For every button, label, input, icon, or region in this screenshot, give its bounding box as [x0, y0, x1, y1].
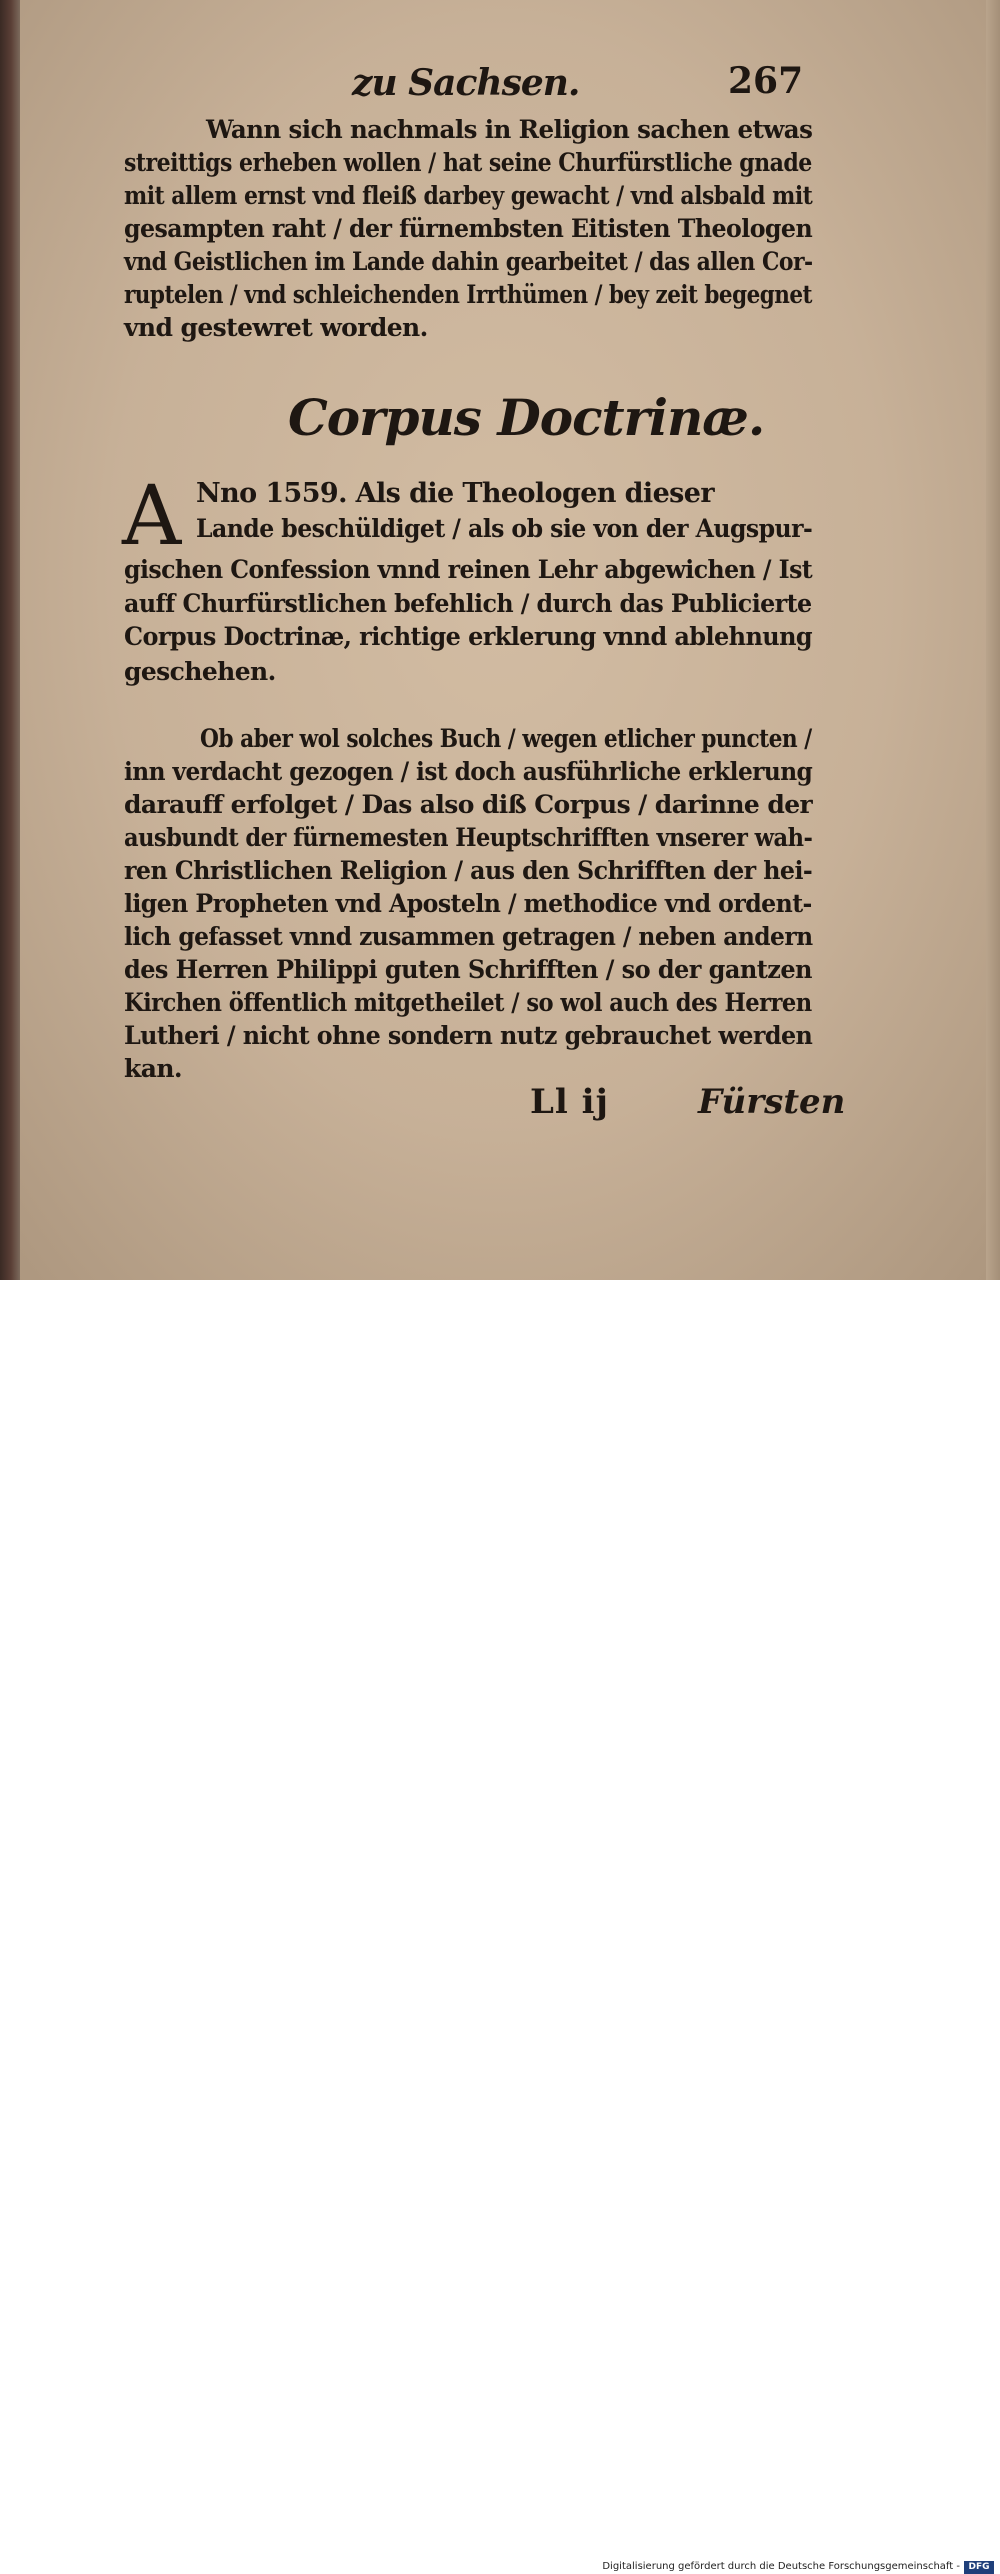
running-title: zu Sachsen.	[352, 62, 580, 104]
text-line: Wann sich nachmals in Religion sachen etwas	[206, 115, 813, 144]
text-line: ruptelen / vnd schleichenden Irrthümen / bey zeit begegnet	[124, 280, 812, 309]
dfg-logo-icon: DFG	[964, 2561, 994, 2574]
page-scan	[0, 0, 1000, 1280]
text-line: streittigs erheben wollen / hat seine Churfürstliche gnade	[124, 148, 812, 177]
text-line: ausbundt der fürnemesten Heuptschrifften vnserer wah-	[124, 823, 813, 852]
drop-cap: A	[122, 469, 182, 564]
text-line: Lutheri / nicht ohne sondern nutz gebrauchet werden	[124, 1021, 813, 1050]
text-line: Kirchen öffentlich mitgetheilet / so wol auch des Herren	[124, 988, 812, 1017]
text-line: Nno 1559. Als die Theologen dieser	[196, 478, 714, 509]
dfg-funding-note: Digitalisierung gefördert durch die Deutsche Forschungsgemeinschaft -	[602, 2561, 960, 2572]
text-line: vnd Geistlichen im Lande dahin gearbeitet / das allen Cor-	[124, 247, 813, 276]
section-heading: Corpus Doctrinæ.	[288, 388, 765, 447]
signature-mark: Ll ij	[530, 1082, 609, 1122]
text-line: ren Christlichen Religion / aus den Schrifften der hei-	[124, 856, 813, 885]
text-line: gischen Confession vnnd reinen Lehr abgewichen / Ist	[124, 555, 813, 584]
text-line: Ob aber wol solches Buch / wegen etlicher puncten /	[200, 724, 812, 753]
text-line: mit allem ernst vnd fleiß darbey gewacht / vnd alsbald mit	[124, 181, 813, 210]
text-line: Corpus Doctrinæ, richtige erklerung vnnd ablehnung	[124, 622, 813, 651]
page-text	[0, 0, 1000, 1280]
page-number: 267	[728, 60, 804, 102]
text-line: kan.	[124, 1054, 183, 1083]
text-line: darauff erfolget / Das also diß Corpus / darinne der	[124, 790, 813, 819]
dfg-banner	[0, 1280, 1000, 2572]
text-line: vnd gestewret worden.	[124, 313, 428, 342]
text-line: des Herren Philippi guten Schrifften / so der gantzen	[124, 955, 812, 984]
text-line: Lande beschüldiget / als ob sie von der Augspur-	[196, 514, 813, 543]
text-line: ligen Propheten vnd Aposteln / methodice vnd ordent-	[124, 889, 812, 918]
catchword: Fürsten	[698, 1082, 846, 1122]
text-line: gesampten raht / der fürnembsten Eitisten Theologen	[124, 214, 813, 243]
text-line: lich gefasset vnnd zusammen getragen / neben andern	[124, 922, 813, 951]
text-line: auff Churfürstlichen befehlich / durch das Publicierte	[124, 589, 812, 618]
text-line: inn verdacht gezogen / ist doch ausführliche erklerung	[124, 757, 813, 786]
text-line: geschehen.	[124, 657, 276, 686]
